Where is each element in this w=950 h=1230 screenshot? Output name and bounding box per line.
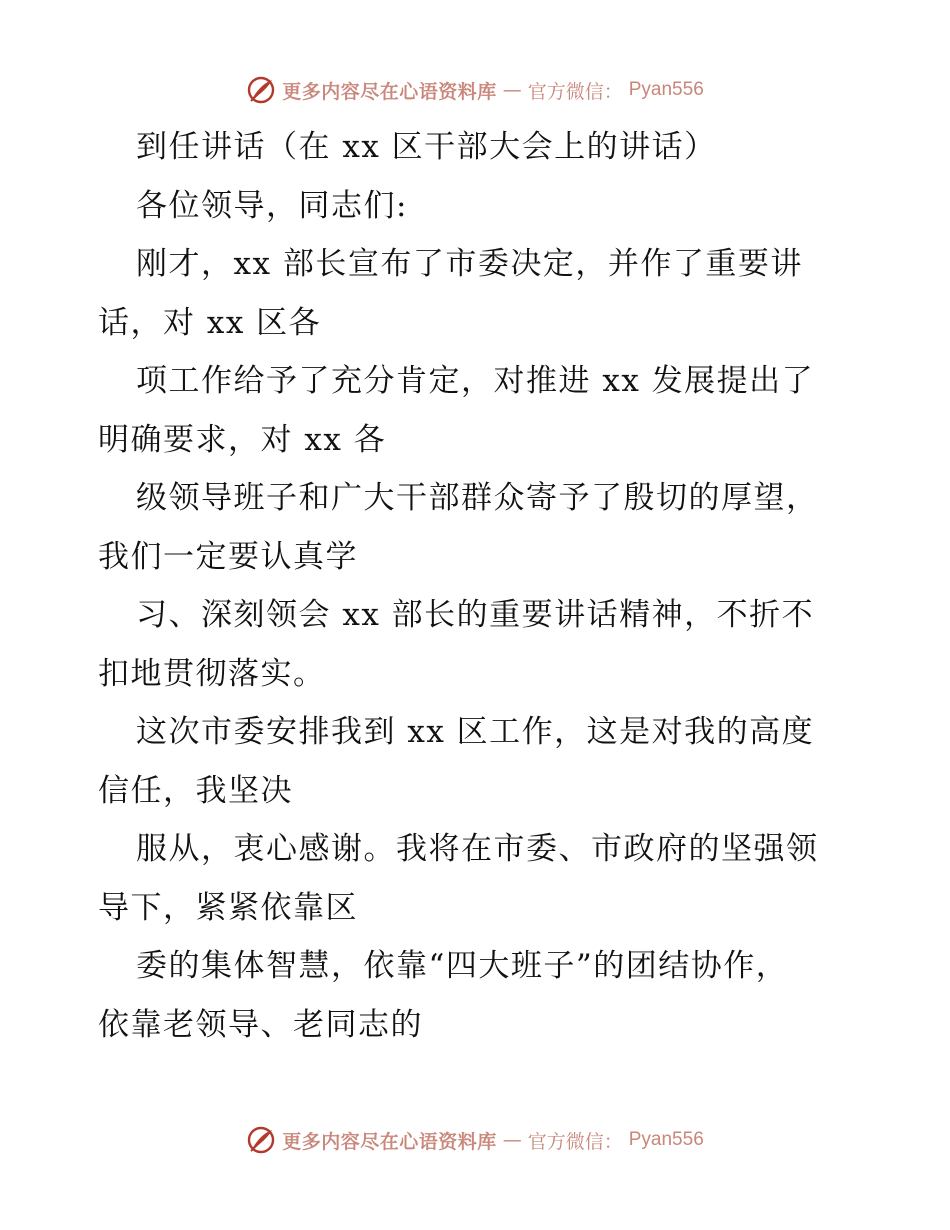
- paragraph-line: 级领导班子和广大干部群众寄予了殷切的厚望，: [136, 480, 819, 516]
- paragraph-line: 刚才，xx 部长宣布了市委决定，并作了重要讲: [136, 246, 803, 282]
- banner-wechat-label: 官方微信：: [527, 80, 623, 103]
- banner-separator: —: [502, 79, 522, 101]
- paragraph-line: 我们一定要认真学: [98, 538, 358, 575]
- paragraph-line: 服从，衷心感谢。我将在市委、市政府的坚强领: [136, 831, 819, 867]
- paragraph-line: 信任，我坚决: [98, 772, 293, 809]
- paragraph-line: 习、深刻领会 xx 部长的重要讲话精神，不折不: [136, 597, 815, 633]
- document-title-line: 到任讲话（在 xx 区干部大会上的讲话）: [136, 129, 717, 165]
- footer-banner: [0, 1120, 950, 1160]
- paragraph-line: 委的集体智慧，依靠“四大班子”的团结协作，: [136, 948, 789, 984]
- paragraph-line: 导下，紧紧依靠区: [98, 889, 358, 926]
- paragraph-line: 项工作给予了充分肯定，对推进 xx 发展提出了: [136, 363, 815, 399]
- paragraph-line: 明确要求，对 xx 各: [98, 421, 387, 458]
- header-banner: [0, 70, 950, 110]
- feather-quill-logo-icon: [246, 1125, 276, 1155]
- banner-separator: —: [502, 1129, 522, 1151]
- paragraph-line: 话，对 xx 区各: [98, 304, 322, 341]
- paragraph-line: 扣地贯彻落实。: [98, 655, 326, 692]
- banner-wechat-label: 官方微信：: [527, 1130, 623, 1153]
- salutation-line: 各位领导，同志们:: [136, 187, 408, 224]
- banner-brand-text: 更多内容尽在心语资料库: [282, 80, 497, 103]
- banner-wechat-id: Pyan556: [628, 1129, 704, 1150]
- banner-wechat-id: Pyan556: [628, 79, 704, 100]
- document-body: [98, 118, 858, 1054]
- feather-quill-logo-icon: [246, 75, 276, 105]
- paragraph-line: 依靠老领导、老同志的: [98, 1006, 423, 1043]
- paragraph-line: 这次市委安排我到 xx 区工作，这是对我的高度: [136, 714, 815, 750]
- banner-brand-text: 更多内容尽在心语资料库: [282, 1130, 497, 1153]
